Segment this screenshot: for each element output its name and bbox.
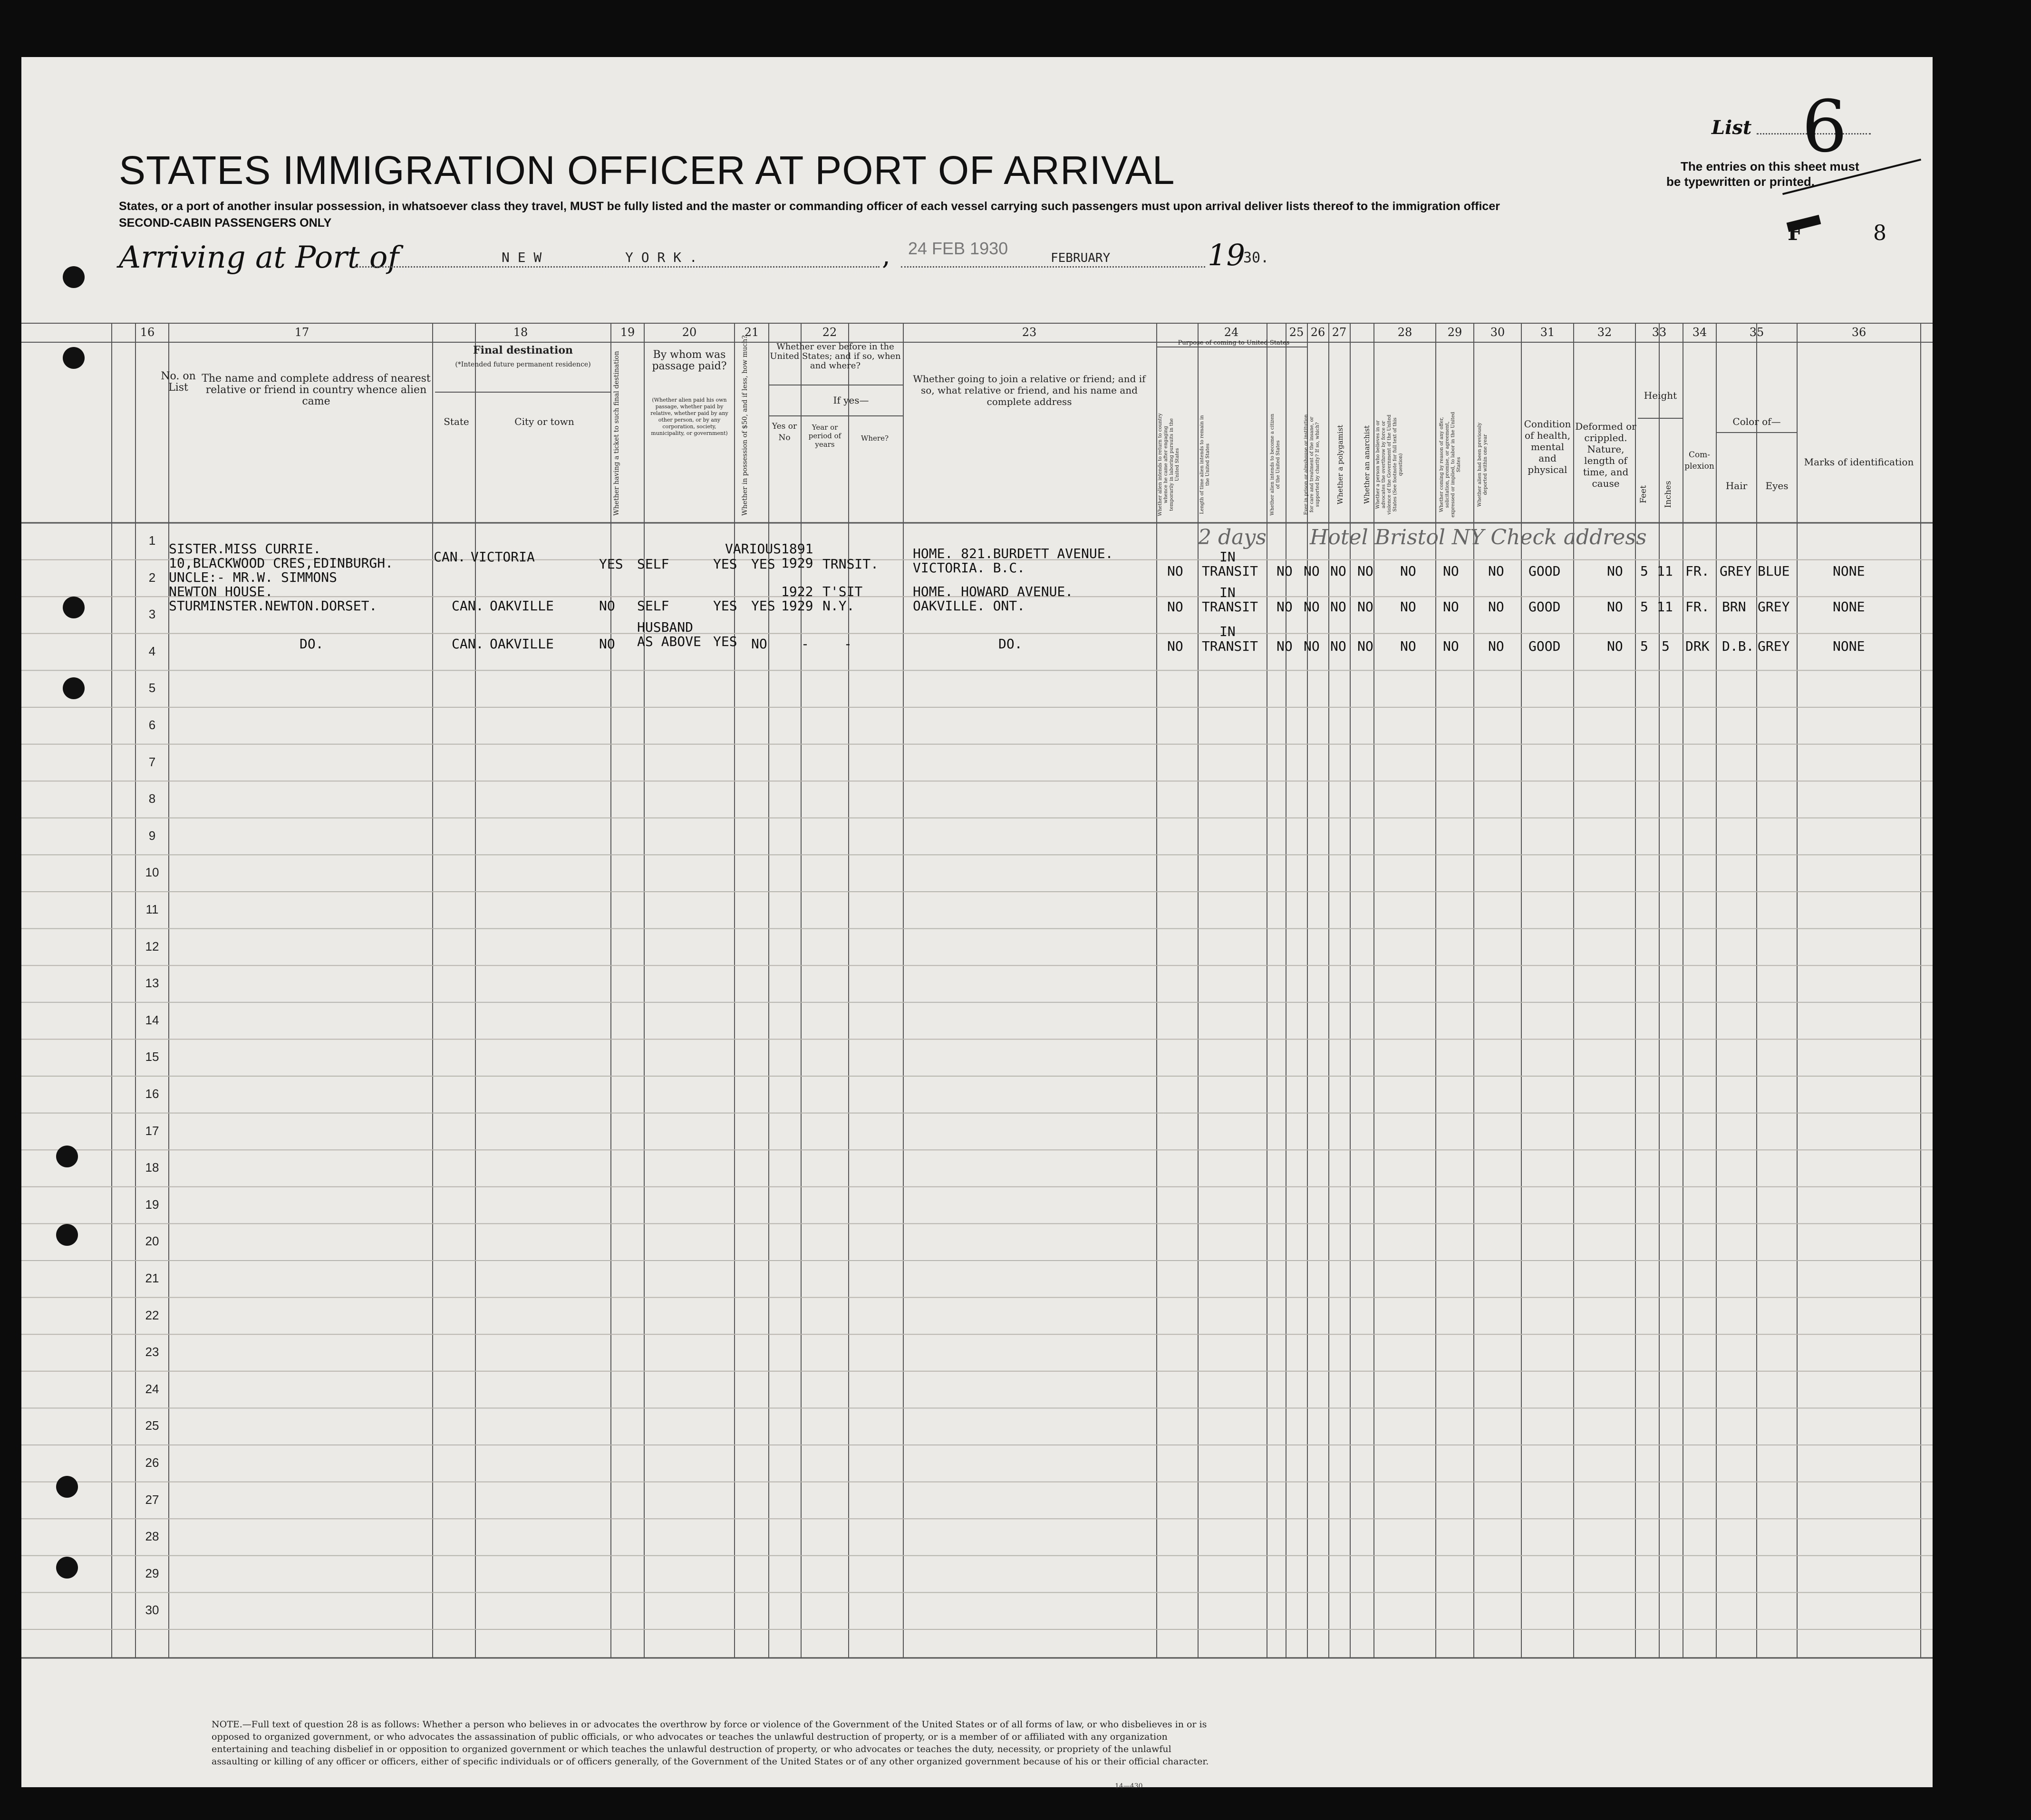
row2-complexion: FR. bbox=[1685, 599, 1710, 615]
header-final-destination-note: (*Intended future permanent residence) bbox=[455, 361, 591, 368]
header-joining-relative: Whether going to join a relative or friend; and if so, what relative or friend, and his name and complete address bbox=[913, 373, 1146, 407]
column-number: 29 bbox=[1447, 326, 1462, 339]
row3-joining: DO. bbox=[998, 636, 1023, 652]
header-year-period: Year or period of years bbox=[808, 423, 841, 449]
row3-anarchist: NO bbox=[1357, 638, 1373, 654]
row-number: 30 bbox=[145, 1603, 159, 1618]
row3-state: CAN. bbox=[452, 636, 484, 652]
row-number: 1 bbox=[148, 533, 156, 548]
header-health: Condition of health, mental and physical bbox=[1524, 418, 1571, 475]
column-number: 24 bbox=[1224, 326, 1239, 339]
row2-paid-by: SELF bbox=[637, 598, 669, 614]
header-feet: Feet bbox=[1639, 485, 1648, 503]
row-number: 16 bbox=[145, 1087, 159, 1101]
row2-polygamist: NO bbox=[1330, 599, 1346, 615]
sheet-code-letter: F bbox=[1788, 221, 1803, 245]
header-relative-address: The name and complete address of nearest relative or friend in country whence alien came bbox=[202, 373, 431, 407]
row1-overthrow: NO bbox=[1400, 563, 1416, 579]
year-suffix: 30. bbox=[1243, 250, 1269, 266]
header-if-yes: If yes— bbox=[833, 395, 869, 406]
row1-money: YES bbox=[713, 556, 737, 572]
row1-before-yes: YES bbox=[751, 556, 775, 572]
row3-paid-by1: HUSBAND bbox=[637, 619, 694, 635]
row3-before-where: - bbox=[844, 636, 852, 652]
row1-prison: NO bbox=[1304, 563, 1320, 579]
row1-before-year2: 1929 bbox=[781, 555, 813, 571]
row2-ticket: NO bbox=[599, 598, 615, 614]
header-length-stay: Length of time alien intends to remain in the United States bbox=[1199, 415, 1210, 514]
header-complexion: Com-plexion bbox=[1684, 450, 1714, 471]
header-intends-return: Whether alien intends to return to country whence he came after engaging temporarily in laboring pursuits in the United States bbox=[1158, 413, 1180, 516]
column-number: 30 bbox=[1490, 326, 1505, 339]
punch-hole bbox=[63, 677, 85, 699]
row-number: 4 bbox=[148, 644, 156, 658]
column-number: 18 bbox=[513, 326, 528, 339]
punch-hole bbox=[56, 1557, 78, 1579]
row1-deformed: NO bbox=[1607, 563, 1623, 579]
header-marks: Marks of identification bbox=[1804, 456, 1914, 468]
row1-inches: 11 bbox=[1657, 563, 1673, 579]
punch-hole bbox=[63, 597, 85, 618]
row-number: 15 bbox=[145, 1050, 159, 1064]
row1-before-where1: VARIOUS bbox=[725, 541, 782, 557]
header-city: City or town bbox=[514, 416, 574, 427]
column-number: 27 bbox=[1332, 326, 1347, 339]
row1-deported: NO bbox=[1488, 563, 1504, 579]
row3-polygamist: NO bbox=[1330, 638, 1346, 654]
punch-hole bbox=[63, 347, 85, 369]
row2-labor: NO bbox=[1443, 599, 1459, 615]
date-stamp: 24 FEB 1930 bbox=[908, 239, 1008, 258]
manifest-sheet: STATES IMMIGRATION OFFICER AT PORT OF ARRIVAL States, or a port of another insular possession, in whatsoever class they travel, MUST be fully listed and the master or commanding officer of each vessel carrying such passengers must upon arrival deliver lists thereof to the immigration officer SECOND-CABIN PASSENGERS ONLY List 6 The entries on this sheet must be typewritten or printed. F 8 Arriving at Port of N E W Y O R K . , 24 FEB 1930 FEBRUARY 19 30. 16 17 18 19 20 21 22 23 24 25 26 27 28 29 30 31 32 33 34 35 36 No. on List The name and complete address of nearest relative or friend in country whence alien came Final destination (*Intended future permanent residence) State City or town Whether having a ticket to such final destination By whom was passage paid? (Whether alien paid his own passage, whether paid by relative, whether paid by any other person, or by any corporation, society, municipality, or government) Whether in possession of $50, and if less, how much? Whether ever before in the United States; and if so, when and where? Yes or No If yes— Year or period of years Where? Whether going to join a relative or friend; and if so, what relative or friend, and his name and complete address Purpose of coming to United States Whether alien intends to return to country whence he came after engaging temporarily in laboring pursuits in the United States Length of time alien intends to remain in the United States Whether alien intends to become a citizen of the United States Ever in prison or almshouse or institution for care and treatment of the insane, or supported by charity? If so, which? Whether a polygamist Whether an anarchist Whether a person who believes in or advocates the overthrow by force or violence of the Government of the United States (See footnote for full text of this question) Whether coming by reason of any offer, solicitation, promise, or agreement, expressed or implied, to labor in the United States Whether alien had been previously deported within one year Condition of health, mental and physical Deformed or crippled. Nature, length of time, and cause Height Feet Inches Com-plexion Color of— Hair Eyes Marks of identification 1 2 3 4 5 6 7 8 9 10 11 12 13 14 15 16 17 18 19 20 21 22 23 24 25 26 27 28 29 30 SISTER.MISS CURRIE. 10,BLACKWOOD CRES,EDINBURGH. CAN. VICTORIA YES SELF YES YES 1891 1929 VARIOUS TRNSIT. HOME. 821.BURDETT AVENUE. VICTORIA. B.C. NO IN TRANSIT NO NO NO NO NO NO NO GOOD NO 5 11 FR. GREY BLUE NONE UNCLE:- MR.W. SIMMONS NEWTON HOUSE. STURMINSTER.NEWTON.DORSET. CAN. OAKVILLE NO SELF YES YES 1922 1929 T'SIT N.Y. HOME. HOWARD AVENUE. OAKVILLE. ONT. NO IN TRANSIT NO NO NO NO NO NO NO GOOD NO 5 11 FR. BRN GREY NONE DO. CAN. OAKVILLE NO HUSBAND AS ABOVE YES NO - - DO. NO IN TRANSIT NO NO NO NO NO NO NO GOOD NO 5 5 DRK D.B. GREY NONE 2 days Hotel Bristol NY Check address NOTE.—Full text of question 28 is as follows: Whether a person who believes in or advocates the overthrow by force or violence of the Government of the United States or of all forms of law, or who disbelieves in or is opposed to organized government, or who advocates the assassination of public officials, or who advocates or teaches the unlawful destruction of property, or is a member of or affiliated with any organization entertaining and teaching disbelief in or opposition to organized government or which teaches the unlawful destruction of property, or who advocates or teaches the duty, necessity, or propriety of the unlawful assaulting or killing of any officer or officers, either of specific individuals or of officers generally, of the Government of the United States or of any other organized government because of his or their official character. 14—430 bbox=[21, 57, 1933, 1787]
row-number: 19 bbox=[145, 1197, 159, 1212]
list-label: List bbox=[1712, 116, 1752, 139]
row3-feet: 5 bbox=[1640, 638, 1648, 654]
row-number: 28 bbox=[145, 1529, 159, 1544]
row-number: 14 bbox=[145, 1012, 159, 1027]
subtitle-line: States, or a port of another insular possession, in whatsoever class they travel, MUST be fully listed and the master or commanding officer of each vessel carrying such passengers must upon arrival deliver lists thereof to the immigration officer bbox=[119, 200, 1500, 213]
sheet-code-number: 8 bbox=[1873, 221, 1886, 245]
row1-feet: 5 bbox=[1640, 563, 1648, 579]
column-number: 19 bbox=[620, 326, 635, 339]
header-eyes: Eyes bbox=[1765, 480, 1789, 491]
row2-joining2: OAKVILLE. ONT. bbox=[913, 598, 1025, 614]
row1-length1: IN bbox=[1219, 549, 1236, 565]
header-purpose: Purpose of coming to United States bbox=[1178, 339, 1290, 347]
row-number: 11 bbox=[145, 902, 159, 916]
row2-city: OAKVILLE bbox=[490, 598, 554, 614]
row3-labor: NO bbox=[1443, 638, 1459, 654]
row3-before-year: - bbox=[801, 636, 809, 652]
row3-inches: 5 bbox=[1662, 638, 1670, 654]
row2-relative-line3: STURMINSTER.NEWTON.DORSET. bbox=[169, 598, 377, 614]
row3-marks: NONE bbox=[1833, 638, 1865, 654]
row1-eyes: BLUE bbox=[1758, 563, 1790, 579]
second-cabin-label: SECOND-CABIN PASSENGERS ONLY bbox=[119, 216, 332, 230]
handwritten-address-note: Hotel Bristol NY Check address bbox=[1310, 525, 1647, 549]
entries-note-1: The entries on this sheet must bbox=[1681, 159, 1859, 173]
entries-note-2: be typewritten or printed. bbox=[1666, 174, 1815, 189]
header-ever-before: Whether ever before in the United States; and if so, when and where? bbox=[770, 342, 901, 371]
port-name-part2: Y O R K . bbox=[625, 250, 697, 265]
row1-marks: NONE bbox=[1833, 563, 1865, 579]
row-number: 22 bbox=[145, 1308, 159, 1322]
row2-before-year2: 1929 bbox=[781, 598, 813, 614]
row3-before-yes: NO bbox=[751, 636, 767, 652]
row3-prison: NO bbox=[1304, 638, 1320, 654]
row3-length1: IN bbox=[1219, 624, 1236, 639]
row-number: 25 bbox=[145, 1418, 159, 1433]
column-number: 31 bbox=[1540, 326, 1555, 339]
row3-paid-by2: AS ABOVE bbox=[637, 634, 701, 649]
header-inches: Inches bbox=[1663, 481, 1673, 508]
header-height: Height bbox=[1644, 390, 1677, 401]
manifest-grid bbox=[21, 57, 1933, 1787]
row1-labor: NO bbox=[1443, 563, 1459, 579]
header-overthrow: Whether a person who believes in or advocates the overthrow by force or violence of the Government of the United States (See footnote for full text of this question) bbox=[1375, 414, 1403, 515]
column-number: 33 bbox=[1652, 326, 1667, 339]
row-number: 10 bbox=[145, 865, 159, 880]
row1-relative-line2: 10,BLACKWOOD CRES,EDINBURGH. bbox=[169, 555, 394, 571]
row2-health: GOOD bbox=[1528, 599, 1561, 615]
row2-length2: TRANSIT bbox=[1202, 599, 1258, 615]
row1-before-year1: 1891 bbox=[781, 541, 813, 557]
row2-return: NO bbox=[1167, 599, 1183, 615]
row2-feet: 5 bbox=[1640, 599, 1648, 615]
row-number: 21 bbox=[145, 1271, 159, 1285]
row2-before-year1: 1922 bbox=[781, 584, 813, 599]
handwritten-purpose-note: 2 days bbox=[1198, 525, 1267, 549]
punch-hole bbox=[63, 266, 85, 288]
row-number: 18 bbox=[145, 1160, 159, 1175]
row-number: 2 bbox=[148, 570, 156, 585]
row2-citizen: NO bbox=[1277, 599, 1293, 615]
row3-relative: DO. bbox=[300, 636, 324, 652]
row-number: 8 bbox=[148, 791, 156, 806]
port-name-part1: N E W bbox=[502, 250, 542, 265]
header-deported: Whether alien had been previously deported within one year bbox=[1477, 422, 1488, 507]
row2-marks: NONE bbox=[1833, 599, 1865, 615]
row3-money: YES bbox=[713, 634, 737, 649]
header-where: Where? bbox=[861, 434, 889, 443]
row3-deformed: NO bbox=[1607, 638, 1623, 654]
header-yes-no: Yes or No bbox=[772, 422, 797, 443]
punch-hole bbox=[56, 1224, 78, 1246]
row2-money: YES bbox=[713, 598, 737, 614]
row2-before-where2: N.Y. bbox=[822, 598, 855, 614]
page-title: STATES IMMIGRATION OFFICER AT PORT OF ARRIVAL bbox=[119, 148, 1175, 193]
row1-ticket: YES bbox=[599, 556, 623, 572]
row2-deformed: NO bbox=[1607, 599, 1623, 615]
row1-paid-by: SELF bbox=[637, 556, 669, 572]
row2-anarchist: NO bbox=[1357, 599, 1373, 615]
list-number: 6 bbox=[1802, 86, 1847, 168]
footnote-question-28: NOTE.—Full text of question 28 is as follows: Whether a person who believes in or advocates the overthrow by force or violence of the Government of the United States or of all forms of law, or who disbelieves in or is opposed to organized government, or who advocates the assassination of public officials, or who advocates or teaches the unlawful destruction of property, or is a member of or affiliated with any organization entertaining and teaching disbelief in or opposition to organized government or which teaches the unlawful destruction of property, or who advocates or teaches the duty, necessity, or propriety of the unlawful assaulting or killing of any officer or officers, either of specific individuals or of officers generally, of the Government of the United States or of any other organized government because of his or their official character. bbox=[212, 1719, 1209, 1767]
column-number: 34 bbox=[1692, 326, 1707, 339]
row2-prison: NO bbox=[1304, 599, 1320, 615]
column-number: 16 bbox=[140, 326, 155, 339]
row1-before-where2: TRNSIT. bbox=[822, 556, 879, 572]
row3-health: GOOD bbox=[1528, 638, 1561, 654]
row2-state: CAN. bbox=[452, 598, 484, 614]
row1-citizen: NO bbox=[1277, 563, 1293, 579]
row-number: 26 bbox=[145, 1455, 159, 1470]
row-number: 6 bbox=[148, 718, 156, 732]
row2-inches: 11 bbox=[1657, 599, 1673, 615]
row2-before-yes: YES bbox=[751, 598, 775, 614]
column-number: 36 bbox=[1851, 326, 1867, 339]
header-become-citizen: Whether alien intends to become a citizen of the United States bbox=[1270, 414, 1281, 516]
column-number: 28 bbox=[1397, 326, 1412, 339]
row3-citizen: NO bbox=[1277, 638, 1293, 654]
row1-polygamist: NO bbox=[1330, 563, 1346, 579]
row1-city: VICTORIA bbox=[471, 549, 535, 565]
row2-joining1: HOME. HOWARD AVENUE. bbox=[913, 584, 1074, 599]
header-anarchist: Whether an anarchist bbox=[1363, 425, 1371, 504]
column-number: 35 bbox=[1749, 326, 1764, 339]
row-number: 13 bbox=[145, 976, 159, 991]
row1-joining1: HOME. 821.BURDETT AVENUE. bbox=[913, 546, 1113, 561]
row3-eyes: GREY bbox=[1758, 638, 1790, 654]
header-hair: Hair bbox=[1725, 480, 1748, 491]
row1-state: CAN. bbox=[434, 549, 466, 565]
row3-deported: NO bbox=[1488, 638, 1504, 654]
row-number: 24 bbox=[145, 1381, 159, 1396]
row-number: 20 bbox=[145, 1234, 159, 1249]
header-no-on-list: No. on List bbox=[161, 370, 196, 394]
header-ticket: Whether having a ticket to such final destination bbox=[613, 351, 620, 516]
column-number: 20 bbox=[682, 326, 697, 339]
punch-hole bbox=[56, 1476, 78, 1498]
column-number: 23 bbox=[1022, 326, 1037, 339]
row3-overthrow: NO bbox=[1400, 638, 1416, 654]
header-labor-offer: Whether coming by reason of any offer, solicitation, promise, or agreement, expressed or implied, to labor in the United States bbox=[1439, 412, 1461, 518]
row2-eyes: GREY bbox=[1758, 599, 1790, 615]
form-code: 14—430 bbox=[1115, 1782, 1143, 1790]
row-number: 27 bbox=[145, 1492, 159, 1507]
row1-relative-line1: SISTER.MISS CURRIE. bbox=[169, 541, 321, 557]
column-number: 25 bbox=[1289, 326, 1304, 339]
row1-anarchist: NO bbox=[1357, 563, 1373, 579]
row-number: 7 bbox=[148, 754, 156, 769]
row2-overthrow: NO bbox=[1400, 599, 1416, 615]
row3-city: OAKVILLE bbox=[490, 636, 554, 652]
row1-hair: GREY bbox=[1720, 563, 1752, 579]
row2-length1: IN bbox=[1219, 585, 1236, 600]
row-number: 29 bbox=[145, 1566, 159, 1580]
row2-hair: BRN bbox=[1722, 599, 1746, 615]
row-number: 9 bbox=[148, 828, 156, 843]
row3-ticket: NO bbox=[599, 636, 615, 652]
row1-joining2: VICTORIA. B.C. bbox=[913, 560, 1025, 576]
column-number: 17 bbox=[294, 326, 309, 339]
row3-return: NO bbox=[1167, 638, 1183, 654]
header-passage-paid: By whom was passage paid? bbox=[652, 349, 727, 372]
header-final-destination: Final destination bbox=[473, 344, 573, 356]
row3-hair: D.B. bbox=[1722, 638, 1754, 654]
row1-health: GOOD bbox=[1528, 563, 1561, 579]
arrival-label: Arriving at Port of bbox=[119, 240, 399, 275]
column-number: 22 bbox=[822, 326, 837, 339]
header-polygamist: Whether a polygamist bbox=[1336, 424, 1344, 505]
row-number: 17 bbox=[145, 1123, 159, 1138]
row1-return: NO bbox=[1167, 563, 1183, 579]
column-number: 26 bbox=[1310, 326, 1325, 339]
header-state: State bbox=[444, 416, 469, 427]
header-deformed: Deformed or crippled. Nature, length of time, and cause bbox=[1575, 421, 1636, 489]
row1-length2: TRANSIT bbox=[1202, 563, 1258, 579]
header-possession-50: Whether in possession of $50, and if less, how much? bbox=[741, 335, 749, 516]
row2-deported: NO bbox=[1488, 599, 1504, 615]
header-prison: Ever in prison or almshouse or institution for care and treatment of the insane, or supported by charity? If so, which? bbox=[1304, 414, 1320, 515]
row2-relative-line2: NEWTON HOUSE. bbox=[169, 584, 273, 599]
row3-complexion: DRK bbox=[1685, 638, 1710, 654]
arrival-month: FEBRUARY bbox=[1051, 251, 1111, 265]
row-number: 5 bbox=[148, 681, 156, 695]
column-number: 21 bbox=[744, 326, 759, 339]
year-prefix: 19 bbox=[1208, 238, 1245, 272]
header-passage-paid-note: (Whether alien paid his own passage, whether paid by relative, whether paid by any other person, or by any corporation, society, municipality, or government) bbox=[650, 397, 728, 436]
punch-hole bbox=[56, 1146, 78, 1167]
row1-complexion: FR. bbox=[1685, 563, 1710, 579]
row-number: 23 bbox=[145, 1345, 159, 1359]
header-color-of: Color of— bbox=[1732, 416, 1781, 427]
row3-length2: TRANSIT bbox=[1202, 638, 1258, 654]
row-number: 12 bbox=[145, 939, 159, 953]
row2-relative-line1: UNCLE:- MR.W. SIMMONS bbox=[169, 569, 338, 585]
row2-before-where1: T'SIT bbox=[822, 584, 863, 599]
column-number: 32 bbox=[1597, 326, 1612, 339]
row-number: 3 bbox=[148, 607, 156, 622]
